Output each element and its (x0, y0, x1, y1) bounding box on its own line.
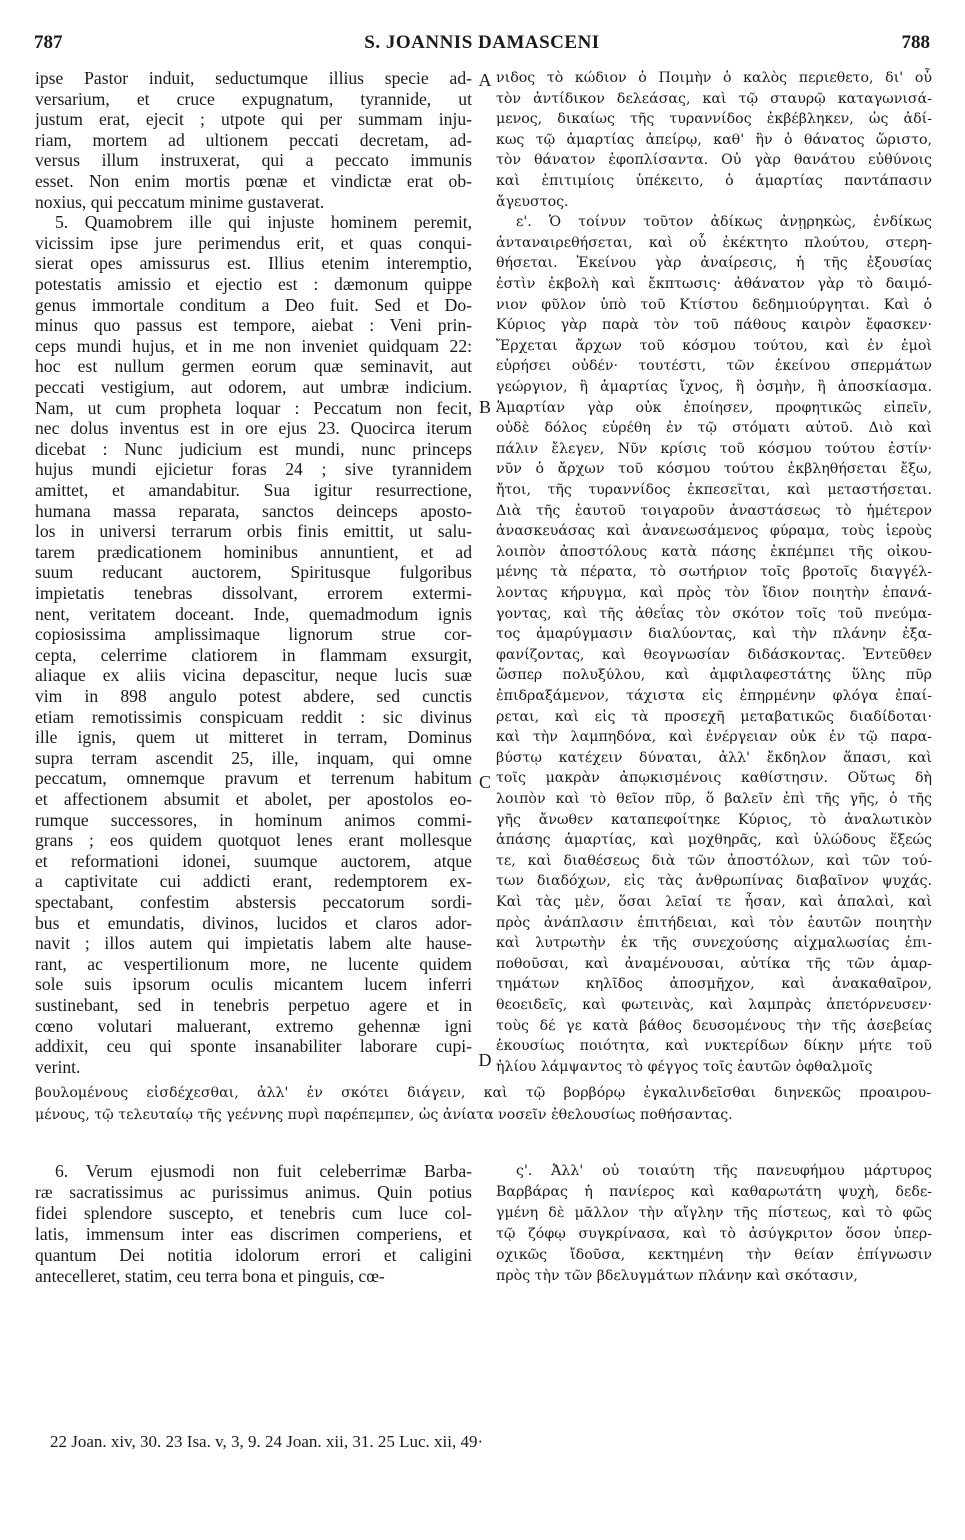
text-line: πρὸς τὴν τῶν βδελυγμάτων πλάνην καὶ σκότασιν, (496, 1268, 858, 1284)
margin-letter: C (478, 772, 491, 792)
text-line: quantum Dei notitia idolorum errori et caligini (35, 1245, 472, 1265)
text-line: τοὺς δέ γε κατὰ βάθος δευσομένους τὴν τῆς ἀσεβείας (496, 1017, 932, 1034)
text-line: impietatis tenebras dissolvant, errorem extermi- (35, 583, 472, 603)
text-line: sierat opes amissurus est. Illius etenim interemptio, (35, 253, 472, 274)
text-line: spectabant, confestim abstersis peccatorum sordi- (35, 892, 472, 912)
text-line: ἑκουσίως ποιότητα, καὶ νυκτερίδων δίκην μήτε τοῦ (496, 1038, 932, 1055)
text-line: γμένη δὲ μᾶλλον τὴν αἴγλην τῆς πίστεως, καὶ τὸ φῶς (496, 1205, 932, 1221)
text-line: τημάτων κηλῖδος ἀποσμῆχον, καὶ ἀνακαθαῖρον, (496, 976, 932, 993)
text-line: κως τῷ ἁμαρτίας ἀπείρῳ, καθ' ἣν ὁ θάνατος ὥριστο, (496, 131, 932, 148)
text-line: ceps mundi hujus, et in me non inveniet quidquam 22: (35, 335, 472, 356)
latin-section-6 (35, 1161, 472, 1289)
text-line: τοῖς μακρὰν ἀπῳκισμένοις καθίστησιν. Οὕτως δὴ (496, 770, 932, 787)
margin-letter: D (478, 1050, 492, 1070)
text-line: οὐδὲ δόλος εὑρέθη ἐν τῷ στόματι αὐτοῦ. Διὸ καὶ (496, 420, 932, 437)
text-line: latis, immensum inter eas discrimen comperiens, et (35, 1224, 472, 1244)
text-line: bus et emundatis, divinos, lucidos et claros ador- (35, 912, 472, 933)
text-line: hujus mundi ejicietur foras 24 ; sive tyrannidem (35, 459, 472, 480)
text-line: et reformationi idonei, suumque auctorem, atque (35, 850, 472, 871)
text-line: βύστῳ κατέχειν δύναται, ἀλλ' ἔκδηλον ἅπασι, καὶ (496, 749, 932, 766)
text-line: νιδος τὸ κώδιον ὁ Ποιμὴν ὁ καλὸς περιεθετο, δι' οὗ (496, 70, 932, 86)
text-line: λοντας κήρυγμα, καὶ πρὸς τὸν ἴδιον ποιητὴν ἐπανά- (496, 585, 932, 601)
text-line: sustinebant, sed in tenebris perpetuo agere et in (35, 995, 472, 1015)
text-line: 5. Quamobrem ille qui injuste hominem peremit, (55, 212, 472, 233)
text-line: Βαρβάρας ἡ πανίερος καὶ καθαρωτάτη ψυχὴ, δεδε- (496, 1184, 932, 1200)
text-line: supra terram ascendit 25, ille, inquam, qui omne (35, 747, 472, 768)
text-line: καὶ λυτρωτὴν ἐκ τῆς συνεχούσης αἰχμαλωσίας ἐπι- (496, 935, 932, 952)
text-line: potestatis amissio et ejectio est : dæmonum quippe (35, 274, 472, 294)
text-line: νῦν ὁ ἄρχων τοῦ κόσμου τούτου ἐκβληθήσεται ἔξω, (496, 461, 932, 478)
text-line: vim in 898 angulo potest abdere, sed cunctis (35, 686, 472, 706)
text-line: μένους, τῷ τελευταίῳ τῆς γεέννης πυρὶ παρέπεμπεν, ὡς ἀνίατα νοσεῖν ἐθελουσίως ποθήσαντας. (35, 1107, 733, 1123)
text-line: ipse Pastor induit, seductumque illius specie ad- (35, 68, 472, 88)
text-line: rumque successores, in hominum animos commi- (35, 809, 472, 830)
text-line: ἄγευστος. (496, 193, 569, 210)
text-line: riam, mortem ad ultionem peccati decretam, ad- (35, 129, 472, 150)
text-line: νιον φῦλον ὑπὸ τοῦ Κτίστου δεδημιούργηται. Καὶ ὁ (496, 296, 932, 313)
text-line: nent, veritatem doceant. Inde, quemadmodum ignis (35, 603, 472, 624)
page-number-left: 787 (34, 32, 63, 53)
text-line: τος ἀμαρύγμασιν διαλύοντας, καὶ τὴν πλάνην ἐξα- (496, 626, 932, 643)
text-line: ρεται, καὶ εἰς τὰ προσεχῆ μεταβατικῶς διαδίδοται· (496, 708, 932, 725)
text-line: navit ; illos autem qui impietatis labem alte hause- (35, 933, 472, 954)
text-line: versus illum instruxerat, qui a peccato immunis (35, 150, 472, 171)
footnotes: 22 Joan. xiv, 30. 23 Isa. v, 3, 9. 24 Joan. xii, 31. 25 Luc. xii, 49· (50, 1432, 484, 1451)
text-line: versarium, et cruce expugnatum, tyrannide, ut (35, 88, 472, 109)
text-line: addixit, ceu qui sponte insanabiliter laborare cupi- (35, 1036, 472, 1057)
text-line: verint. (35, 1056, 81, 1077)
text-line: μενος, δικαίως τῆς τυραννίδος ἐκβέβληκεν, ὡς ἀδί- (496, 111, 932, 128)
text-line: a captivitate cui addicti erant, redemptorem ex- (35, 871, 472, 892)
text-line: minus quo passus est tempore, aiebat : Veni prin- (35, 315, 472, 336)
text-line: εὑρήσει οὐδέν· τουτέστι, τῶν ἐκείνου σπερμάτων (496, 358, 932, 375)
text-line: hoc est nullum germen eorum quæ seminavit, aut (35, 356, 472, 377)
text-line: θήσεται. Ἐκείνου γὰρ ἀναίρεσις, ἡ τῆς ἐξουσίας (496, 255, 932, 272)
text-line: ἤτοι, τῆς τυραννίδος ἐκπεσεῖται, καὶ μεταστήσεται. (496, 482, 932, 498)
text-line: los in universi terrarum orbis finis emittit, ut salu- (35, 521, 472, 542)
text-line: γοντας, καὶ τῆς ἀθεΐας τὸν σκότον τοῖς τοῦ πνεύμα- (496, 605, 932, 622)
text-line: ἡλίου λάμψαντος τὸ φέγγος τοῖς ἑαυτῶν ὀφθαλμοῖς (496, 1058, 873, 1075)
latin-column (35, 68, 472, 1076)
greek-section-6 (496, 1161, 932, 1289)
text-line: et affectionem absumit et abolet, per apostolos eo- (35, 789, 472, 809)
text-line: etiam remotissimis conspicuam reddit : sic divinus (35, 706, 472, 727)
text-line: θεοειδεῖς, καὶ φωτεινὰς, καὶ λαμπρὰς ἀπετόρνευσεν· (496, 997, 932, 1013)
text-line: 6. Verum ejusmodi non fuit celeberrimæ Barba- (55, 1161, 472, 1181)
text-line: fidei splendore suscepto, et tenebris cum luce col- (35, 1203, 472, 1223)
text-line: genus immortale conditum a Deo fuit. Sed et Do- (35, 294, 472, 315)
text-line: cepta, celerrime clatiorem in flammam exsurgit, (35, 644, 472, 665)
text-line: ποθοῦσαι, καὶ ἀναμένουσαι, αὐτίκα τῆς τῶν ἁμαρ- (496, 955, 932, 972)
text-line: sole suis ipsorum oculis micantem lucem inferri (35, 974, 472, 995)
margin-letter: A (478, 70, 492, 90)
text-line: amittet, et amandabitur. Sua igitur resurrectione, (35, 480, 472, 500)
text-line: dicebat : Nunc judicium est mundi, nunc princeps (35, 438, 472, 459)
text-line: Διὰ τῆς ἑαυτοῦ τοιγαροῦν ἀναστάσεως τὸ ἡμέτερον (496, 502, 932, 519)
text-line: Ἔρχεται ἄρχων τοῦ κόσμου τούτου, καὶ ἐν ἐμοὶ (496, 337, 932, 354)
text-line: φανίζοντας, καὶ θεογνωσίαν διδάσκοντας. Ἐντεῦθεν (496, 646, 932, 663)
text-line: peccati vestigium, aut odorem, aut umbræ indicium. (35, 377, 472, 397)
text-line: τῷ ζόφῳ συγκρίνασα, καὶ τὸ ἀσύγκριτον ὅσον ὑπερ- (496, 1226, 932, 1242)
text-line: πάλιν ἔλεγεν, Νῦν κρίσις τοῦ κόσμου τούτου ἐστίν· (496, 440, 932, 457)
text-line: ε'. Ὁ τοίνυν τοῦτον ἀδίκως ἀνῃρηκὼς, ἐνδίκως (516, 214, 932, 231)
text-line: noxius, qui peccatum minime gustaverat. (35, 191, 325, 212)
text-line: βουλομένους εἰσδέχεσθαι, ἀλλ' ἐν σκότει διάγειν, καὶ τῷ βορβόρῳ ἐγκαλινδεῖσθαι διηνεκῶς προαιρου- (35, 1085, 931, 1101)
text-line: τὸν θάνατον ἐφοπλίσαντα. Οὐ γὰρ θανάτου εὐθύνοις (496, 152, 932, 169)
text-line: των διαδόχων, εἰς τὰς ἀνθρωπίνας διαβαῖνον ψυχάς. (496, 873, 932, 890)
text-line: ἀνταναιρεθήσεται, καὶ οὗ ἐκέκτητο πλούτου, στερη- (496, 234, 932, 251)
text-line: λοιπὸν ἀποστόλους κατὰ πάσης ἐκπέμπει τῆς οἰκου- (496, 543, 932, 560)
text-line: cœno volutari maluerant, extremo gehennæ igni (35, 1015, 472, 1036)
text-line: λοιπὸν καὶ τὸ θεῖον πῦρ, ὅ βαλεῖν ἐπὶ τῆς γῆς, ὁ τῆς (496, 791, 932, 807)
text-line: πρὸς ἀνάπλασιν ἐπιτήδειαι, καὶ τὸν ἑαυτῶν ποιητὴν (496, 914, 932, 931)
text-line: tarem prædicationem hominibus annuntient, et ad (35, 541, 472, 562)
running-title: S. JOANNIS DAMASCENI (364, 32, 600, 53)
text-line: τε, καὶ διαθέσεως διὰ τῶν ἀποστόλων, καὶ τῶν τού- (496, 852, 932, 869)
text-line: humana massa reparata, sanctos deinceps aposto- (35, 500, 472, 521)
text-line: antecelleret, statim, ceu terra bona et pinguis, cœ- (35, 1266, 385, 1286)
text-line: ἀνασκευάσας καὶ ἀνανεωσάμενος φύραμα, τοὺς ἱεροὺς (496, 523, 932, 540)
text-line: ἁπάσης ἁμαρτίας, καὶ μοχθηρᾶς, καὶ ὑλώδους ἕξεώς (496, 832, 932, 849)
text-line: grans ; eos quidem quotquot lenes erant mollesque (35, 830, 472, 851)
text-line: justum erat, ejecit ; utpote qui per summam inju- (35, 109, 472, 130)
text-line: Κύριος γὰρ παρὰ τὸν τοῦ πάθους καιρὸν ἔφασκεν· (496, 317, 932, 334)
text-line: ὥσπερ πολυξύλου, καὶ ἀμφιλαφεστάτης ὕλης πῦρ (496, 667, 932, 684)
text-line: nec dolus inventus est in ore ejus 23. Quocirca iterum (35, 418, 472, 439)
text-line: γῆς ἄνωθεν καταπεφοίτηκε Κύριος, τὸ ἀναλωτικὸν (496, 811, 932, 828)
margin-letter: B (478, 397, 491, 417)
greek-column (496, 68, 932, 1076)
text-line: peccatum, omnemque pravum et terrenum habitum (35, 768, 472, 789)
page-header (34, 30, 930, 58)
text-line: ς'. Ἀλλ' οὐ τοιαύτη τῆς πανευφήμου μάρτυρος (516, 1163, 932, 1179)
text-line: οχικῶς ἴδοῦσα, κεκτημένη τὴν θείαν ἐπίγνωσιν (496, 1247, 932, 1263)
text-line: γεώργιον, ἢ ἁμαρτίας ἴχνος, ἢ ὀσμὴν, ἢ ἀποσκίασμα. (496, 379, 932, 395)
text-line: esset. Non enim mortis pœnæ et vindictæ erat ob- (35, 171, 472, 191)
text-line: ræ sacratissimus ac purissimus animus. Quin potius (35, 1182, 472, 1202)
text-line: Ἁμαρτίαν γὰρ οὐκ ἐποίησεν, προφητικῶς εἰπεῖν, (496, 399, 932, 416)
text-line: aliaque ex aliis vicina depascitur, neque lucis suæ (35, 665, 472, 686)
page-number-right: 788 (901, 32, 930, 53)
text-line: vicissim ipse jure perimendus erit, et quas conqui- (35, 232, 472, 253)
text-line: ἐπιδραξάμενον, τάχιστα εἰς ἐπηρμένην φλόγα ἐπαί- (496, 688, 932, 704)
text-line: καὶ τὴν λαμπηδόνα, καὶ ἐνέργειαν οὐκ ἐν τῷ παρα- (496, 729, 932, 746)
text-line: copiosissima amplissimaque lignorum strue cor- (35, 624, 472, 645)
text-line: ἐστὶν ἐκβολὴ καὶ ἔκπτωσις· ἀθάνατον γὰρ τὸ δαιμό- (496, 276, 932, 292)
text-line: Καὶ τὰς μὲν, ὅσαι λεῖαί τε ἦσαν, καὶ ἁπαλαὶ, καὶ (496, 894, 932, 910)
text-line: μένης τὰ πέρατα, τὸ σωτήριον τοῖς βροτοῖς διαγγέλ- (496, 564, 932, 581)
text-line: τὸν ἀντίδικον δελεάσας, καὶ τῷ σταυρῷ καταγωνισά- (496, 90, 932, 107)
text-line: Nam, ut cum propheta loquar : Peccatum non fecit, (35, 397, 472, 418)
text-line: ille ignis, quem ut mitteret in terram, Dominus (35, 727, 472, 748)
full-width-greek (35, 1082, 931, 1130)
text-line: rant, ac vespertilionum more, ne lucente quidem (35, 953, 472, 974)
text-line: suum reducant auctorem, Spiritusque fulgoribus (35, 562, 472, 583)
text-line: καὶ ἐπιτιμίοις ὑπέκειτο, ὁ ἁμαρτίας παντάπασιν (496, 173, 932, 189)
